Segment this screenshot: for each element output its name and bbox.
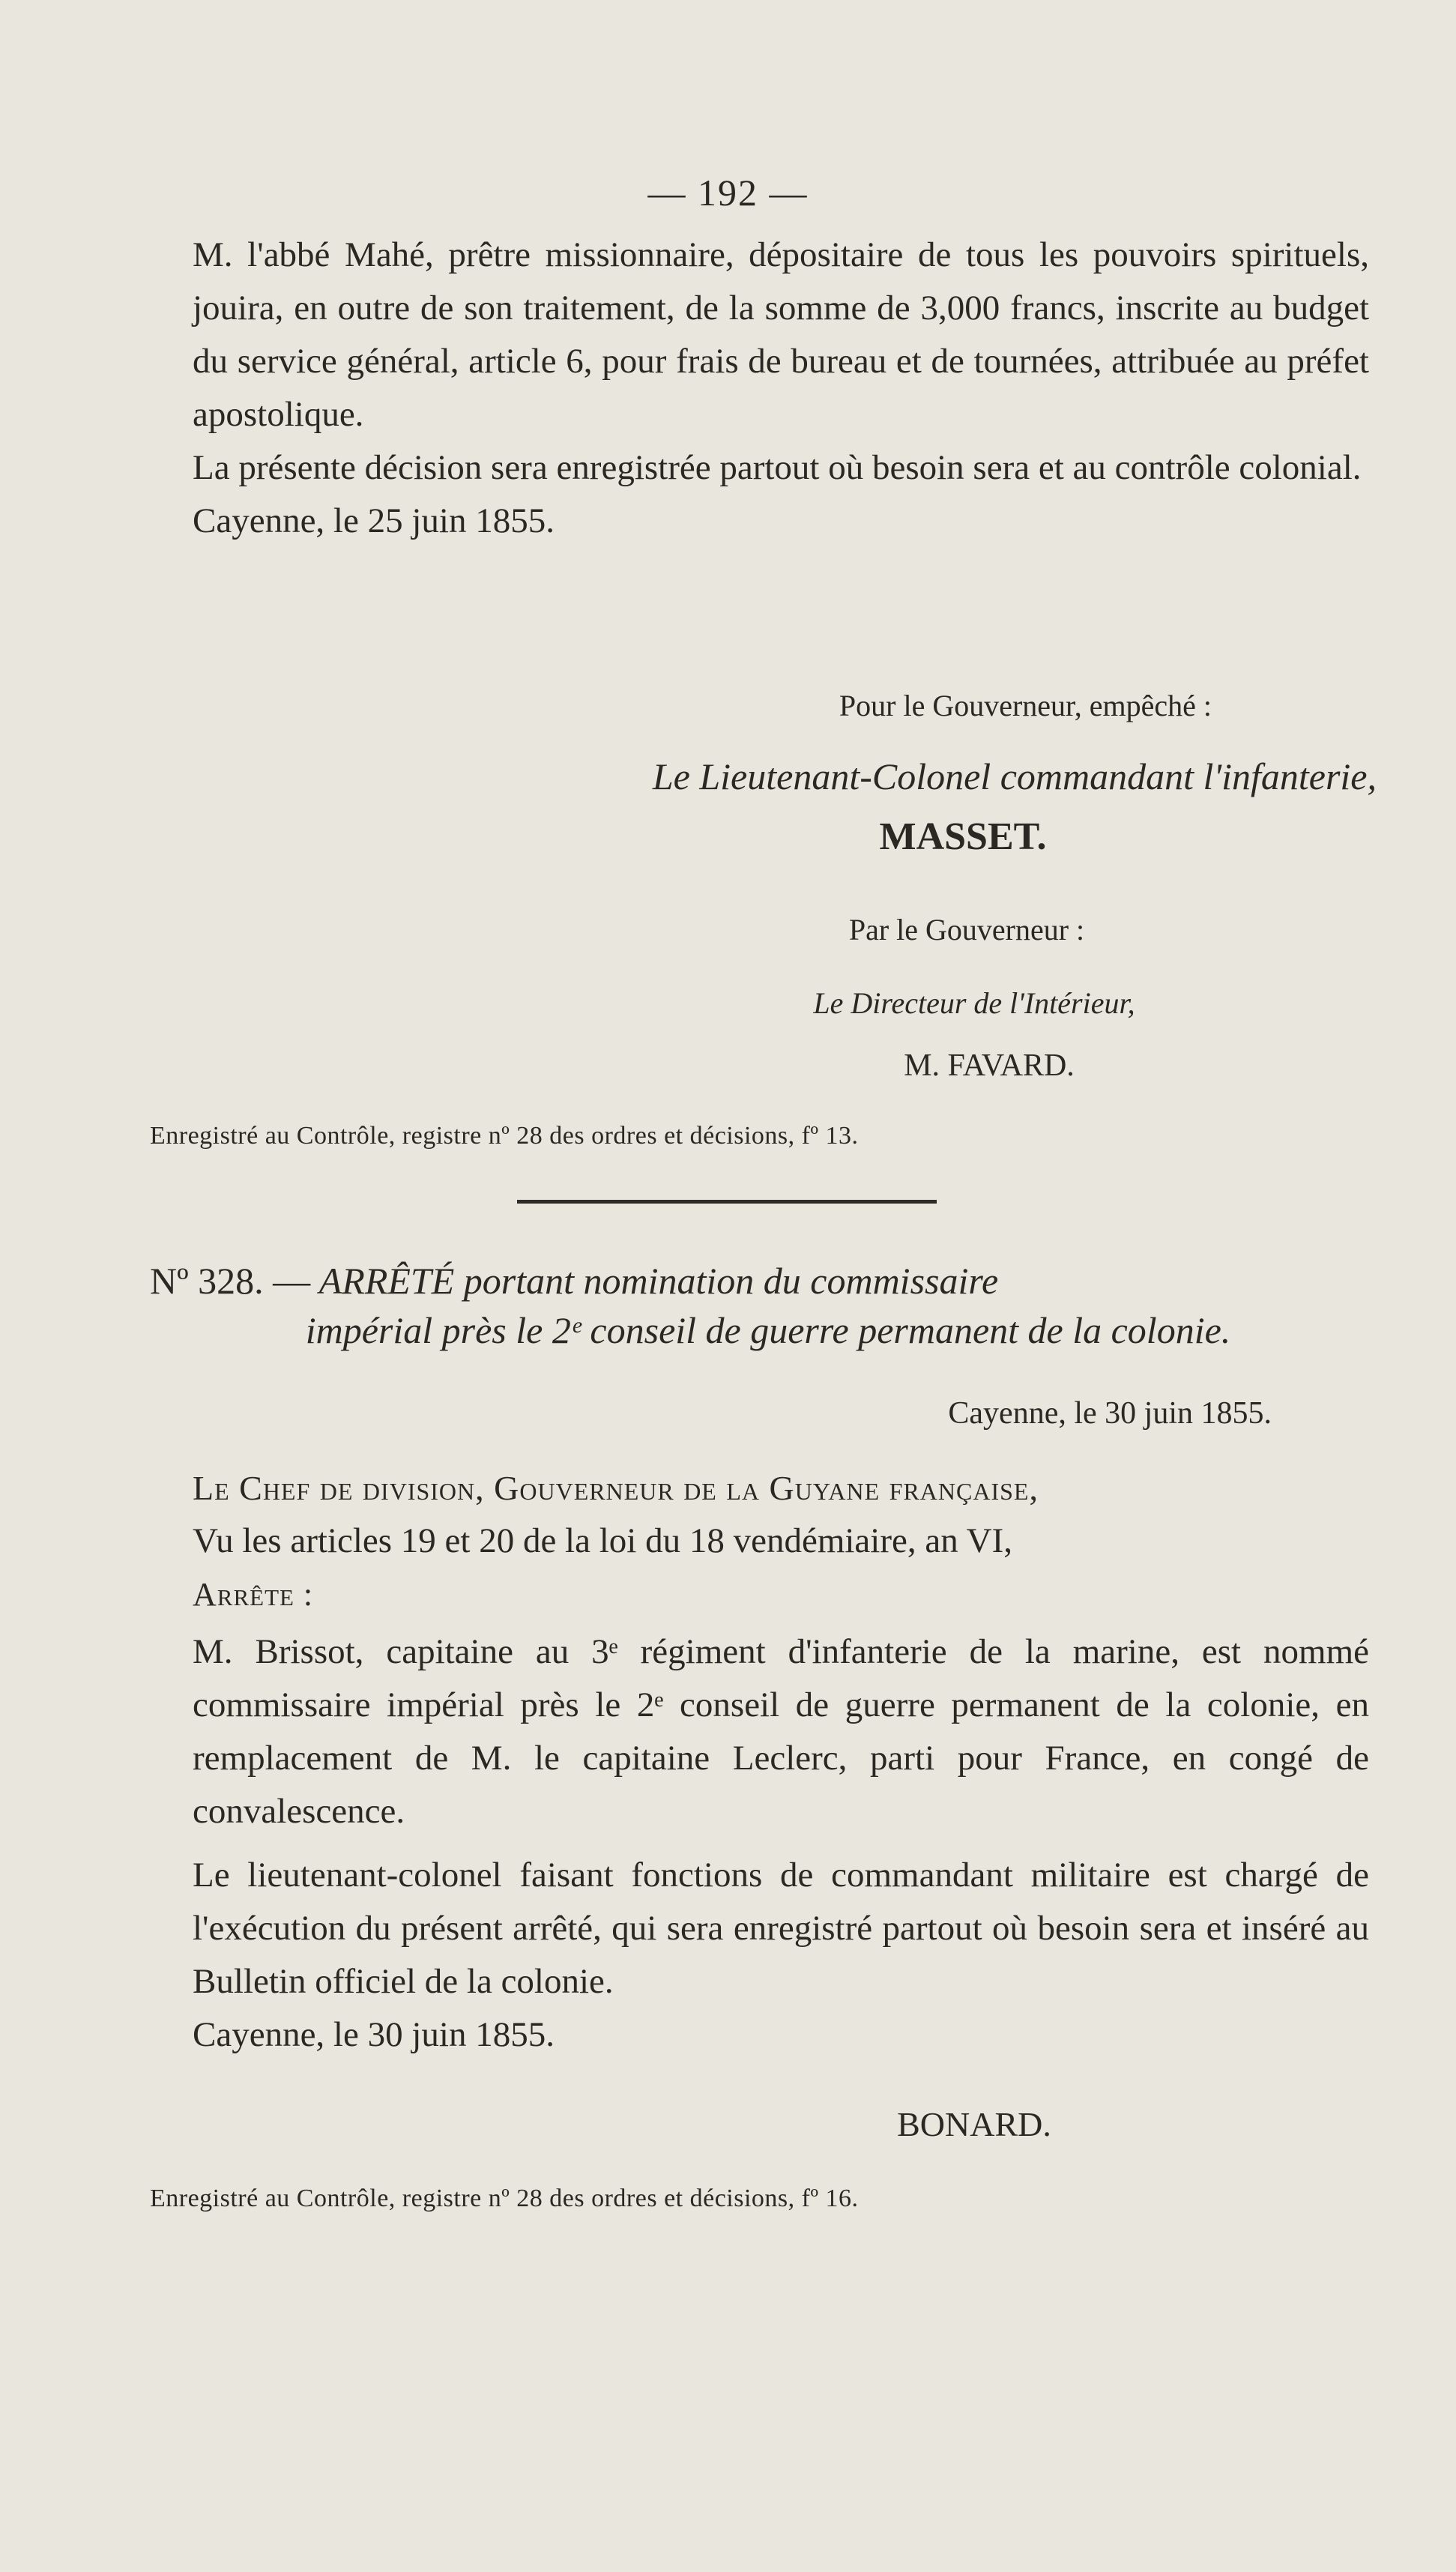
decision-paragraph-1: M. l'abbé Mahé, prêtre missionnaire, dépositaire de tous les pouvoirs spirituels, jouira, en outre de son traitement, de la somme de 3,000 francs, inscrite au budget du service général, article 6, pour frais de bureau et de tournées, attribuée au préfet apostolique. — [193, 235, 1369, 434]
section-divider — [517, 1200, 937, 1204]
arrete-heading — [150, 1256, 1371, 1355]
arrete-title-part-1: ARRÊTÉ portant nomination du commissaire — [318, 1260, 999, 1302]
arrete-preamble: Le Chef de division, Gouverneur de la Guyane française, — [193, 1469, 1039, 1507]
arrete-body — [193, 1461, 1369, 2062]
decision-paragraph-2-text: La présente décision sera enregistrée partout où besoin sera et au contrôle colonial. — [193, 448, 1362, 487]
arrete-title-line-1 — [150, 1256, 1371, 1305]
signature-title: Le Lieutenant-Colonel commandant l'infanterie, — [652, 755, 1377, 797]
signature-name: MASSET. — [879, 815, 1047, 858]
arrete-signature: BONARD. — [897, 2105, 1051, 2143]
registration-note-1: Enregistré au Contrôle, registre nº 28 des ordres et décisions, fº 13. — [150, 1122, 859, 1150]
decision-dateline: Cayenne, le 25 juin 1855. — [193, 501, 555, 540]
countersignature-intro: Par le Gouverneur : — [848, 913, 1085, 947]
arrete-paragraph-2: Le lieutenant-colonel faisant fonctions de commandant militaire est chargé de l'exécution du présent arrêté, qui sera enregistré partout où besoin sera et inséré au Bulletin officiel de la colonie. — [193, 1856, 1369, 2001]
decision-text — [193, 229, 1369, 548]
arrete-paragraph-1: M. Brissot, capitaine au 3ᵉ régiment d'infanterie de la marine, est nommé commissaire impérial près le 2ᵉ conseil de guerre permanent de la colonie, en remplacement de M. le capitaine Leclerc, parti pour France, en congé de convalescence. — [193, 1632, 1369, 1831]
arrete-vu: Vu les articles 19 et 20 de la loi du 18 vendémiaire, an VI, — [193, 1521, 1012, 1560]
countersignature-title: Le Directeur de l'Intérieur, — [813, 986, 1135, 1020]
arrete-dateline: Cayenne, le 30 juin 1855. — [193, 2015, 555, 2054]
arrete-place-date: Cayenne, le 30 juin 1855. — [948, 1396, 1272, 1431]
page-number: — 192 — — [647, 172, 809, 214]
arrete-number: Nº 328. — — [150, 1260, 311, 1302]
signature-intro: Pour le Gouverneur, empêché : — [839, 689, 1212, 722]
arrete-declaration: Arrête : — [193, 1576, 314, 1613]
registration-note-2: Enregistré au Contrôle, registre nº 28 des ordres et décisions, fº 16. — [150, 2185, 859, 2212]
countersignature-name: M. FAVARD. — [904, 1048, 1075, 1083]
arrete-title-part-2: impérial près le 2ᵉ conseil de guerre permanent de la colonie. — [305, 1309, 1231, 1351]
decision-paragraph-2 — [193, 441, 1369, 495]
